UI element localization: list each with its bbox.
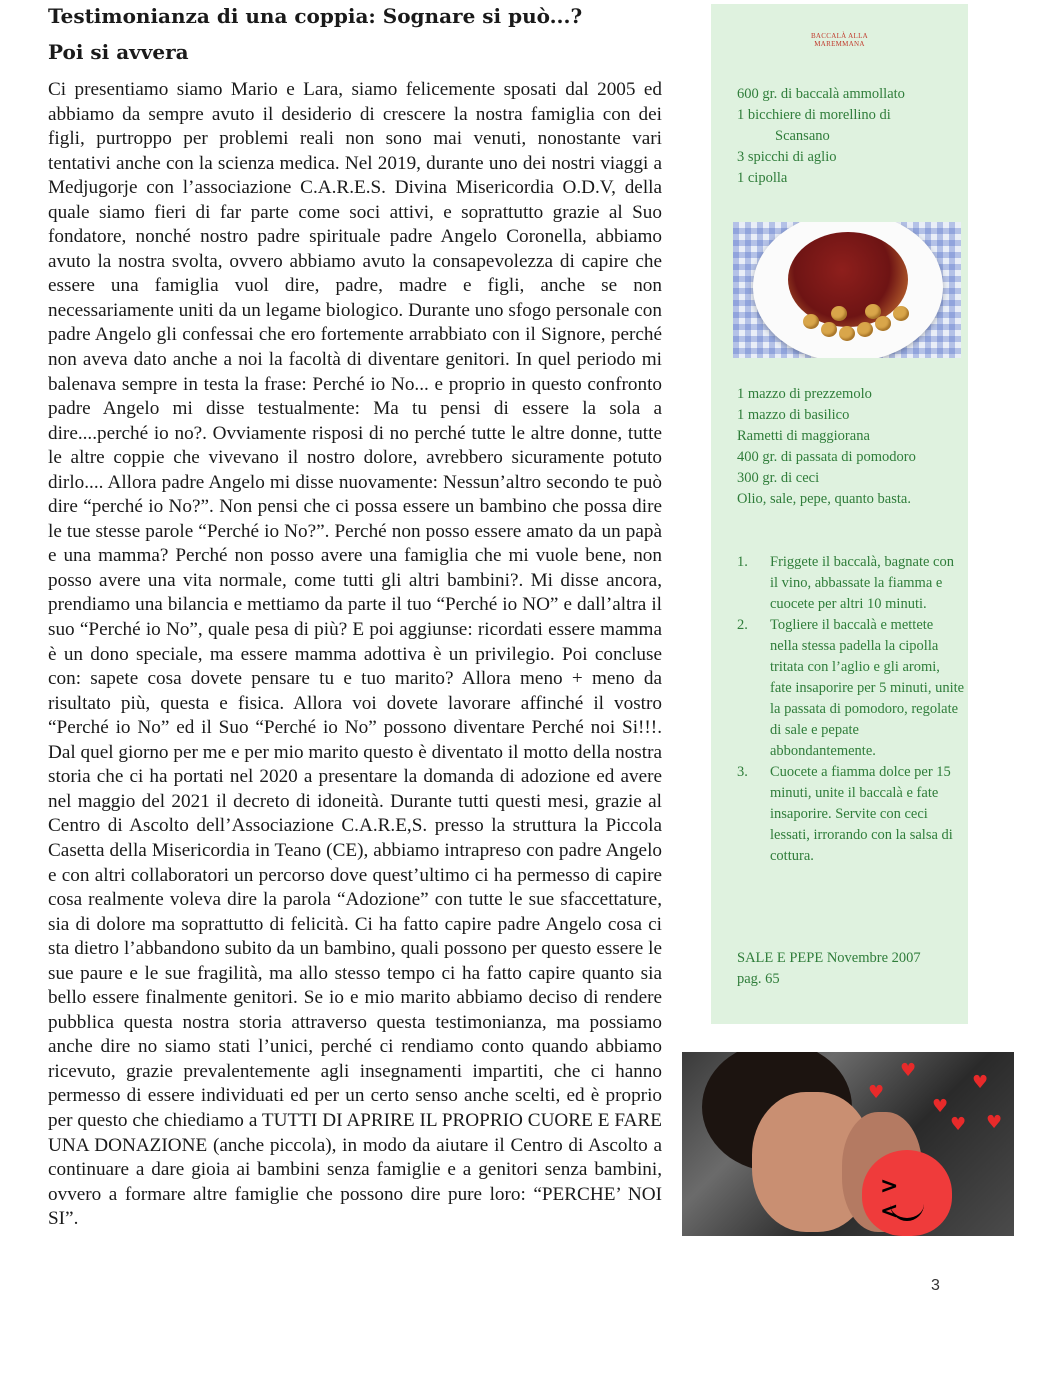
heart-icon: ♥ [986,1112,1003,1133]
chickpea [893,306,909,321]
heart-icon: ♥ [950,1114,967,1135]
step-number: 1. [737,554,748,570]
ingredient-item: 300 gr. di ceci [737,470,820,486]
ingredient-item: Rametti di maggiorana [737,428,870,444]
ingredient-item: Scansano [775,128,830,144]
recipe-dish-photo [733,222,961,358]
ingredient-item: 1 mazzo di basilico [737,407,850,423]
baccala-stew [788,232,908,327]
step-number: 2. [737,617,748,633]
heart-icon: ♥ [900,1060,917,1081]
ingredients-list-a [737,84,957,189]
ingredients-list-b [737,384,959,510]
chickpea [865,304,881,319]
heart-icon: ♥ [972,1072,989,1093]
recipe-title [711,32,968,48]
recipe-step [737,552,965,615]
recipe-step [737,762,965,867]
recipe-step [737,615,965,762]
recipe-source [737,948,967,990]
page-number: 3 [931,1277,940,1294]
ingredient-item: 1 bicchiere di morellino di [737,107,891,123]
heart-emoji-sticker [862,1150,952,1236]
recipe-steps [737,552,965,867]
article-title: Testimonianza di una coppia: Sognare si può...? [48,4,583,28]
recipe-source-magazine: SALE E PEPE Novembre 2007 [737,950,921,966]
ingredient-item: 1 mazzo di prezzemolo [737,386,872,402]
article-subtitle: Poi si avvera [48,40,189,64]
chickpea [875,316,891,331]
ingredient-item: 400 gr. di passata di pomodoro [737,449,916,465]
article-body [48,78,662,1232]
ingredient-item: 600 gr. di baccalà ammollato [737,86,905,102]
heart-icon: ♥ [932,1096,949,1117]
chickpea [831,306,847,321]
ingredient-item: Olio, sale, pepe, quanto basta. [737,491,911,507]
heart-icon: ♥ [868,1082,885,1103]
recipe-sidebar [711,4,968,1024]
recipe-source-page: pag. 65 [737,971,780,987]
chickpea [803,314,819,329]
squint-eyes: >< [880,1174,917,1224]
step-number: 3. [737,764,748,780]
step-text: Cuocete a fiamma dolce per 15 minuti, unite il baccalà e fate insaporire. Servite con ceci lessati, irrorando con la salsa di cottura. [770,764,953,864]
chickpea [857,322,873,337]
recipe-title-line-1: BACCALÀ ALLA [810,32,869,40]
ingredient-item: 1 cipolla [737,170,788,186]
recipe-title-line-2: MAREMMANA [814,40,865,48]
chickpea [821,322,837,337]
couple-photo [682,1052,1014,1236]
step-text: Friggete il baccalà, bagnate con il vino, abbassate la fiamma e cuocete per altri 10 minuti. [770,554,954,612]
step-text: Togliere il baccalà e mettete nella stessa padella la cipolla tritata con l’aglio e gli aromi, fate insaporire per 5 minuti, unite la passata di pomodoro, regolate di sale e pepate abbondantemente. [770,617,965,759]
ingredient-item: 3 spicchi di aglio [737,149,837,165]
article-paragraph: Ci presentiamo siamo Mario e Lara, siamo felicemente sposati dal 2005 ed abbiamo da sempre avuto il desiderio di crescere la nostra famiglia con dei figli, purtroppo per problemi reali non sono mai venuti, nonostante vari tentativi anche con la scienza medica. Nel 2019, durante uno dei nostri viaggi a Medjugorje con l’associazione C.A.R.E.S. Divina Misericordia O.D.V, della quale siamo fieri di far parte come soci attivi, e soprattutto grazie al Suo fondatore, nonché nostro padre spirituale padre Angelo Coronella, abbiamo avuto la nostra svolta, ovvero abbiamo avuto la consapevolezza di capire che essere una famiglia vuol dire, padre, madre e figli, anche se non necessariamente uniti da un legame biologico. Durante uno sfogo personale con padre Angelo gli confessai che ero fortemente arrabbiato con il Signore, perché non aveva dato anche a noi la facoltà di diventare genitori. In quel periodo mi balenava sempre in testa la frase: Perché io No... e proprio in questo confronto padre Angelo mi disse testualmente: Ma tu pensi di essere la sola a dire....perché io no?. Ovviamente risposi di no perché tutte le altre donne, tutte le altre coppie che vivevano il nostro dolore, avrebbero sicuramente potuto dirlo.... Allora padre Angelo mi disse nuovamente: Nessun’altro secondo te può dire “perché io No?”. Non pensi che ci possa essere un bambino che possa dire le tue stesse parole “Perché io No?”. Perché non posso essere amato da un papà e una mamma? Perché non posso avere una famiglia che mi vuole bene, non posso avere una vita normale, come tutti gli altri bambini?. Mi disse ancora, prendiamo una bilancia e mettiamo da parte il tuo “Perché io NO” e dall’altra il suo “Perché io No”, quale pesa di più? E poi aggiunse: ricordati essere mamma è un dono speciale, ma essere mamma adottiva è un privilegio. Poi concluse con: sapete cosa dovete pensare tu e tuo marito? Allora meno + meno da risultato più, questa e fisica. Allora voi dovete lavorare affinché il vostro “Perché io No” ed il Suo “Perché io No” possono diventare Perché noi Si!!!. Dal quel giorno per me e per mio marito questo è diventato il motto della nostra storia che ci ha portati nel 2020 a presentare la domanda di adozione ed avere nel maggio del 2021 il decreto di idoneità. Durante tutti questi mesi, grazie al Centro di Ascolto dell’Associazione C.A.R.E,S. presso la struttura la Piccola Casetta della Misericordia in Teano (CE), abbiamo intrapreso con padre Angelo e con altri collaboratori un percorso dove quest’ultimo ci ha permesso di capire cosa realmente voleva dire la parola “Adozione” con tutte le sue sfaccettature, sia di dolore ma soprattutto di felicità. Ci ha fatto capire padre Angelo cosa ci sta dietro l’abbandono subito da un bambino, quali possono per questo essere le sue paure e le sue fragilità, ma allo stesso tempo ci ha fatto capire quanto sia bello essere finalmente genitori. Se io e mio marito abbiamo deciso di rendere pubblica questa nostra storia attraverso questa testimonianza, ma possiamo anche dire no siamo stati l’unici, perché ci rendiamo conto quando abbiamo ricevuto, grazie prevalentemente agli insegnamenti impartiti, che ci hanno permesso di essere individuati ed per un certo senso anche scelti, ed è proprio per questo che chiediamo a TUTTI DI APRIRE IL PROPRIO CUORE E FARE UNA DONAZIONE (anche piccola), in modo da aiutare il Centro di Ascolto a continuare a dare gioia ai bambini senza famiglie e a genitori senza bambini, ovvero a formare altre famiglie che possono dire pure loro: “PERCHE’ NOI SI”. [48,79,662,1230]
chickpea [839,326,855,341]
